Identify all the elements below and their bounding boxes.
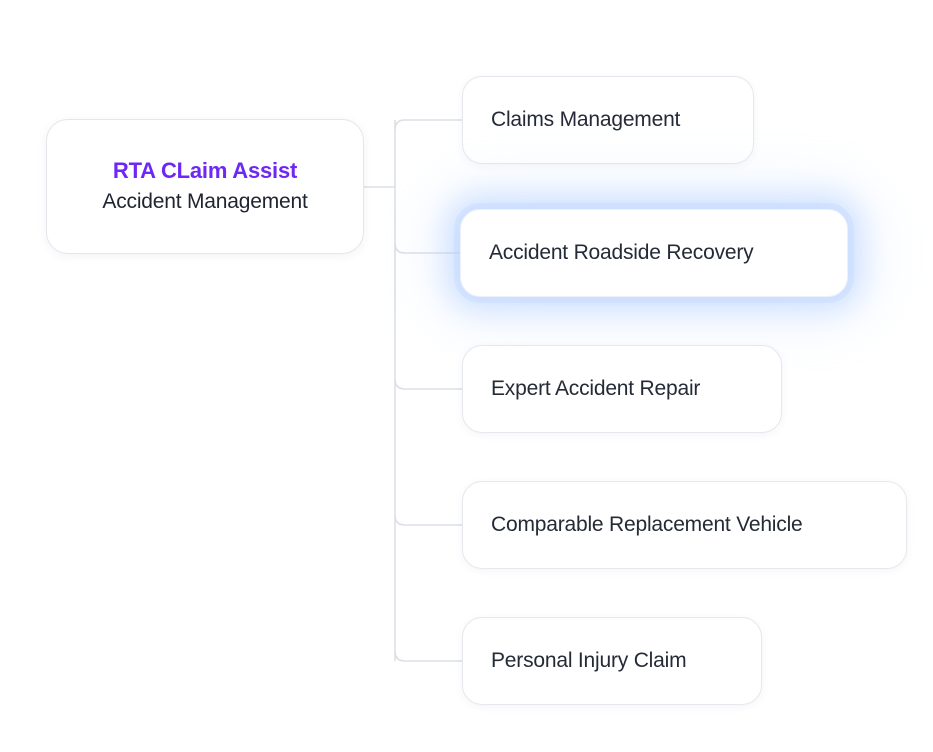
node-label: Expert Accident Repair bbox=[491, 377, 701, 400]
node-personal-injury-claim[interactable] bbox=[462, 617, 762, 705]
node-label: Claims Management bbox=[491, 108, 681, 131]
node-claims-management[interactable] bbox=[462, 76, 754, 164]
root-node-title: RTA CLaim Assist bbox=[112, 158, 298, 184]
root-node-subtitle: Accident Management bbox=[102, 189, 308, 213]
node-comparable-replacement-vehicle[interactable] bbox=[462, 481, 907, 569]
node-expert-accident-repair[interactable] bbox=[462, 345, 782, 433]
node-label: Comparable Replacement Vehicle bbox=[491, 513, 803, 536]
root-node[interactable] bbox=[46, 119, 364, 254]
node-label: Personal Injury Claim bbox=[491, 649, 687, 672]
node-label: Accident Roadside Recovery bbox=[489, 241, 754, 264]
node-accident-roadside-recovery[interactable] bbox=[460, 209, 848, 297]
